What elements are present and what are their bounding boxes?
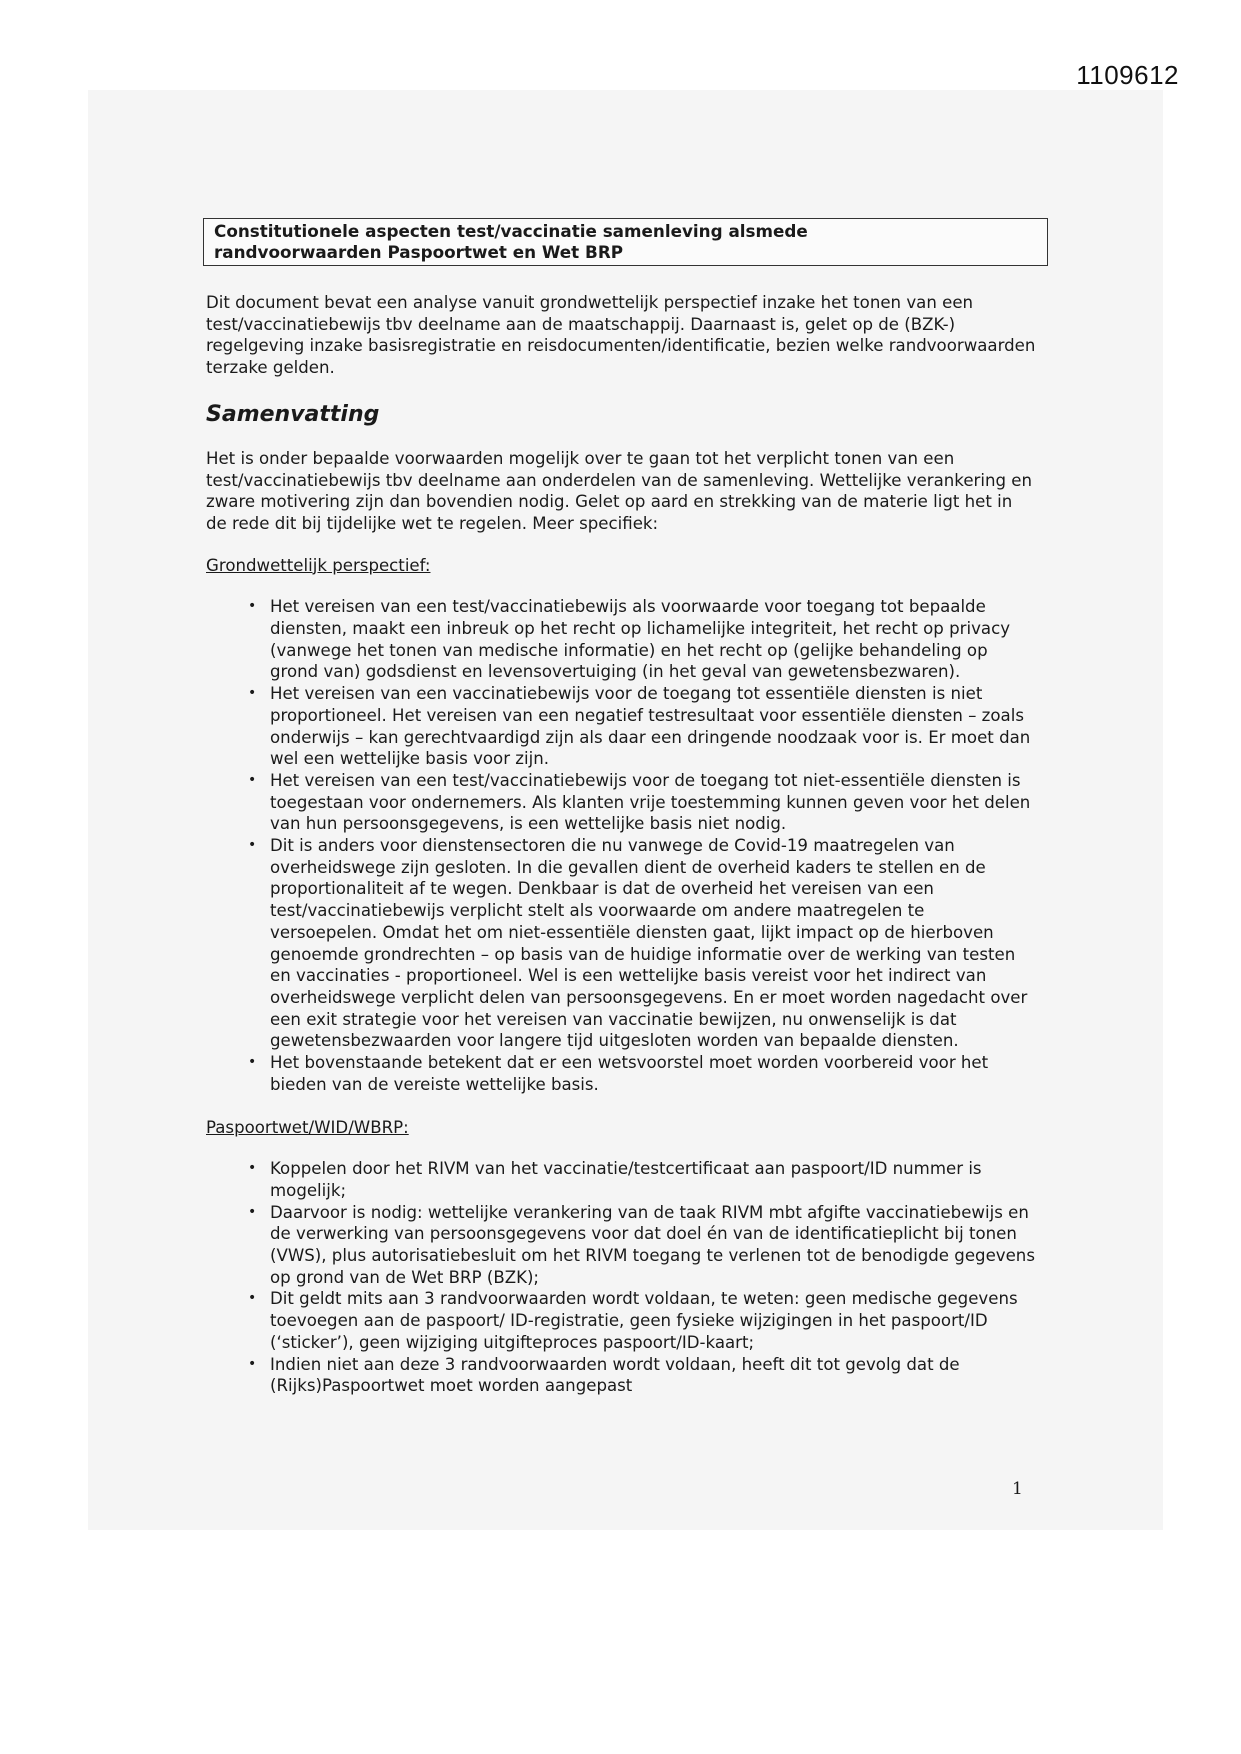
list-item-text: Het vereisen van een test/vaccinatiebewijs voor de toegang tot niet-essentiële diensten is toegestaan voor ondernemers. Als klanten vrije toestemming kunnen geven voor het delen van hun persoonsgegevens, is een wettelijke basis niet nodig. (270, 770, 1031, 834)
page-content (206, 218, 1036, 1397)
list-item (206, 1052, 1036, 1095)
list-item-text: Dit geldt mits aan 3 randvoorwaarden wordt voldaan, te weten: geen medische gegevens toevoegen aan de paspoort/ ID-registratie, geen fysieke wijzigingen in het paspoort/ID (‘sticker’), geen wijziging uitgifteproces paspoort/ID-kaart; (270, 1289, 1018, 1352)
bullet-icon: • (248, 1203, 257, 1220)
bullet-icon: • (248, 771, 257, 788)
subheading-paspoortwet: Paspoortwet/WID/WBRP: (206, 1117, 409, 1137)
bullet-icon: • (248, 837, 257, 854)
subheading-grondwettelijk: Grondwettelijk perspectief: (206, 555, 431, 575)
document-id: 1109612 (1076, 60, 1179, 90)
list-item (206, 1202, 1036, 1289)
list-item-text: Daarvoor is nodig: wettelijke verankering van de taak RIVM mbt afgifte vaccinatiebewijs en de verwerking van persoonsgegevens voor dat doel én van de identificatieplicht bij tonen (VWS), plus autorisatiebesluit om het RIVM toegang te verlenen tot de benodigde gegevens op grond van de Wet BRP (BZK); (270, 1202, 1035, 1287)
list-item (206, 835, 1036, 1052)
list-item-text: Dit is anders voor dienstensectoren die nu vanwege de Covid-19 maatregelen van overheidswege zijn gesloten. In die gevallen dient de overheid kaders te stellen en de proportionaliteit af te wegen. Denkbaar is dat de overheid het vereisen van een test/vaccinatiebewijs verplicht stelt als voorwaarde om andere maatregelen te versoepelen. Omdat het om niet-essentiële diensten gaat, lijkt impact op de hierboven genoemde grondrechten – op basis van de huidige informatie over de werking van testen en vaccinaties - proportioneel. Wel is een wettelijke basis vereist voor het indirect van overheidswege verplicht delen van persoonsgegevens. En er moet worden nagedacht over een exit strategie voor het vereisen van vaccinatie bewijzen, nu onwenselijk is dat gewetensbezwaarden voor langere tijd uitgesloten worden van bepaalde diensten. (270, 836, 1028, 1051)
list-paspoortwet (206, 1158, 1036, 1397)
list-item (206, 1354, 1036, 1397)
list-item-text: Koppelen door het RIVM van het vaccinatie/testcertificaat aan paspoort/ID nummer is mogelijk; (270, 1159, 982, 1200)
page-number: 1 (1012, 1479, 1023, 1499)
list-item (206, 596, 1036, 683)
title-line-1: Constitutionele aspecten test/vaccinatie samenleving alsmede (214, 221, 808, 241)
bullet-icon: • (248, 1290, 257, 1307)
intro-paragraph: Dit document bevat een analyse vanuit grondwettelijk perspectief inzake het tonen van een test/vaccinatiebewijs tbv deelname aan de maatschappij. Daarnaast is, gelet op de (BZK-) regelgeving inzake basisregistratie en reisdocumenten/identificatie, bezien welke randvoorwaarden terzake gelden. (206, 293, 1036, 378)
list-item (206, 683, 1036, 770)
list-item (206, 770, 1036, 835)
bullet-icon: • (248, 1160, 257, 1177)
list-item-text: Het vereisen van een vaccinatiebewijs voor de toegang tot essentiële diensten is niet proportioneel. Het vereisen van een negatief testresultaat voor essentiële diensten – zoals onderwijs – kan gerechtvaardigd zijn als daar een dringende noodzaak voor is. Er moet dan wel een wettelijke basis voor zijn. (270, 684, 1031, 769)
list-item-text: Indien niet aan deze 3 randvoorwaarden wordt voldaan, heeft dit tot gevolg dat de (Rijks)Paspoortwet moet worden aangepast (270, 1354, 960, 1396)
title-line-2: randvoorwaarden Paspoortwet en Wet BRP (214, 242, 624, 262)
bullet-icon: • (248, 598, 257, 615)
bullet-icon: • (248, 1054, 257, 1071)
list-item (206, 1288, 1036, 1353)
list-item-text: Het vereisen van een test/vaccinatiebewijs als voorwaarde voor toegang tot bepaalde diensten, maakt een inbreuk op het recht op lichamelijke integriteit, het recht op privacy (vanwege het tonen van medische informatie) en het recht op (gelijke behandeling op grond van) godsdienst en levensovertuiging (in het geval van gewetensbezwaren). (270, 597, 1011, 682)
title-box (203, 218, 1048, 266)
section-heading-samenvatting: Samenvatting (206, 401, 380, 427)
list-item-text: Het bovenstaande betekent dat er een wetsvoorstel moet worden voorbereid voor het bieden van de vereiste wettelijke basis. (270, 1053, 989, 1094)
bullet-icon: • (248, 1355, 257, 1372)
summary-paragraph: Het is onder bepaalde voorwaarden mogelijk over te gaan tot het verplicht tonen van een test/vaccinatiebewijs tbv deelname aan onderdelen van de samenleving. Wettelijke verankering en zware motivering zijn dan bovendien nodig. Gelet op aard en strekking van de materie ligt het in de rede dit bij tijdelijke wet te regelen. Meer specifiek: (206, 448, 1033, 533)
bullet-icon: • (248, 685, 257, 702)
list-grondwettelijk (206, 596, 1036, 1095)
list-item (206, 1158, 1036, 1201)
